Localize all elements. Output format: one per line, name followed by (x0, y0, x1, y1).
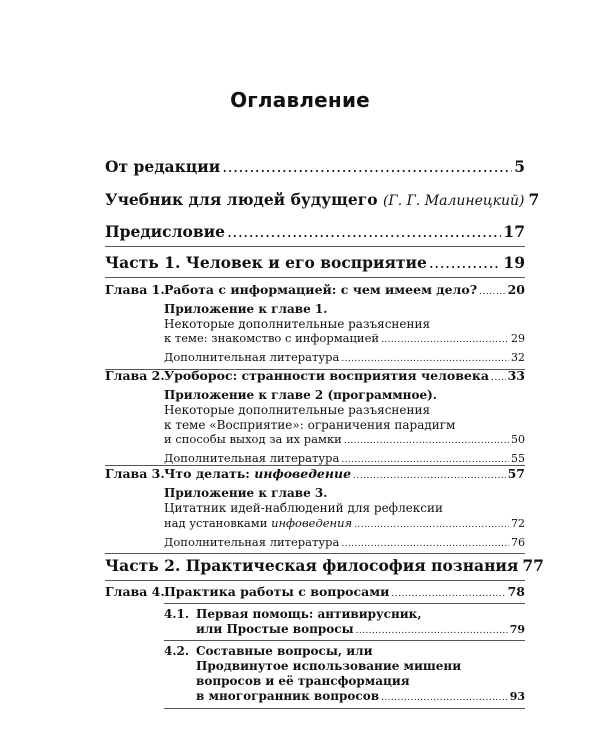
divider (105, 553, 525, 554)
section-title: Составные вопросы, или (196, 644, 373, 658)
toc-section-4-2[interactable] (196, 689, 525, 703)
toc-literature-2[interactable] (164, 451, 525, 465)
part-label: Часть 2. Практическая философия познания (105, 556, 519, 575)
toc-entry-author: (Г. Г. Малинецкий) (382, 193, 525, 209)
toc-chapter-2[interactable] (164, 368, 525, 383)
chapter-title: Работа с информацией: с чем имеем дело? (164, 282, 478, 297)
dot-leader (381, 335, 509, 345)
dot-leader (227, 223, 501, 241)
dot-leader (491, 373, 506, 383)
divider (105, 580, 525, 581)
appendix-text: к теме: знакомство с информацией (164, 331, 380, 345)
toc-literature-3[interactable] (164, 535, 525, 549)
appendix-title: Приложение к главе 1. (164, 302, 328, 316)
divider (105, 246, 525, 247)
section-number: 4.2. (164, 644, 190, 658)
section-title: в многогранник вопросов (196, 689, 380, 703)
dot-leader (341, 539, 509, 549)
chapter-number: Глава 1. (105, 282, 165, 297)
toc-entry-label: Учебник для людей будущего (Г. Г. Малинецкий) (105, 190, 525, 209)
dot-leader (391, 589, 505, 599)
appendix-page: 29 (511, 332, 525, 345)
chapter-number: Глава 4. (105, 584, 165, 599)
page-title: Оглавление (230, 88, 370, 112)
appendix-text: и способы выход за их рамки (164, 432, 342, 446)
divider (105, 277, 525, 278)
dot-leader (341, 354, 509, 364)
part-label: Часть 1. Человек и его восприятие (105, 253, 427, 272)
toc-entry-page: 5 (514, 157, 525, 176)
section-title: Продвинутое использование мишени (196, 659, 462, 673)
toc-entry-textbook[interactable] (105, 190, 540, 209)
appendix-title: Приложение к главе 2 (программное). (164, 388, 437, 402)
literature-page: 32 (511, 351, 525, 364)
literature-label: Дополнительная литература (164, 451, 340, 465)
toc-entry-editorial[interactable] (105, 157, 525, 176)
toc-part-2[interactable] (105, 556, 544, 575)
toc-section-4-1[interactable] (196, 622, 525, 636)
divider (164, 640, 525, 641)
chapter-page: 20 (507, 282, 525, 297)
dot-leader (341, 455, 509, 465)
section-page: 79 (509, 623, 525, 636)
toc-chapter-3[interactable] (164, 466, 525, 481)
appendix-text: Цитатник идей-наблюдений для рефлексии (164, 501, 444, 515)
toc-entry-label: Предисловие (105, 222, 225, 241)
dot-leader (429, 254, 502, 272)
chapter-title: Уроборос: странности восприятия человека (164, 368, 490, 383)
chapter-number: Глава 2. (105, 368, 165, 383)
appendix-text: к теме «Восприятие»: ограничения парадигм (164, 418, 456, 432)
toc-chapter-4[interactable] (164, 584, 525, 599)
toc-chapter-1[interactable] (164, 282, 525, 297)
toc-entry-page: 7 (528, 190, 540, 209)
chapter-title: Что делать: инфоведение (164, 466, 352, 481)
dot-leader (344, 436, 509, 446)
toc-part-1[interactable] (105, 253, 525, 272)
appendix-title: Приложение к главе 3. (164, 486, 328, 500)
section-title: или Простые вопросы (196, 622, 354, 636)
dot-leader (353, 471, 506, 481)
divider (164, 708, 525, 709)
literature-label: Дополнительная литература (164, 535, 340, 549)
toc-entry-page: 17 (503, 222, 525, 241)
dot-leader (479, 287, 506, 297)
chapter-page: 57 (507, 466, 525, 481)
appendix-page: 72 (511, 517, 525, 530)
appendix-text: Некоторые дополнительные разъяснения (164, 317, 431, 331)
appendix-text: над установками инфоведения (164, 516, 353, 530)
toc-literature-1[interactable] (164, 350, 525, 364)
literature-page: 76 (511, 536, 525, 549)
part-page: 19 (503, 253, 525, 272)
toc-entry-preface[interactable] (105, 222, 525, 241)
part-page: 77 (522, 556, 544, 575)
dot-leader (381, 693, 508, 703)
literature-label: Дополнительная литература (164, 350, 340, 364)
section-title: Первая помощь: антивирусник, (196, 607, 422, 621)
divider (164, 603, 525, 604)
chapter-number: Глава 3. (105, 466, 165, 481)
chapter-page: 33 (507, 368, 525, 383)
section-number: 4.1. (164, 607, 190, 621)
dot-leader (354, 520, 509, 530)
appendix-text: Некоторые дополнительные разъяснения (164, 403, 431, 417)
appendix-page: 50 (511, 433, 525, 446)
dot-leader (222, 158, 512, 176)
toc-appendix-2[interactable] (164, 432, 525, 446)
dot-leader (356, 626, 508, 636)
chapter-page: 78 (507, 584, 525, 599)
section-title: вопросов и её трансформация (196, 674, 410, 688)
literature-page: 55 (511, 452, 525, 465)
chapter-title: Практика работы с вопросами (164, 584, 390, 599)
toc-appendix-3[interactable] (164, 516, 525, 530)
section-page: 93 (509, 690, 525, 703)
toc-entry-label: От редакции (105, 157, 221, 176)
toc-appendix-1[interactable] (164, 331, 525, 345)
